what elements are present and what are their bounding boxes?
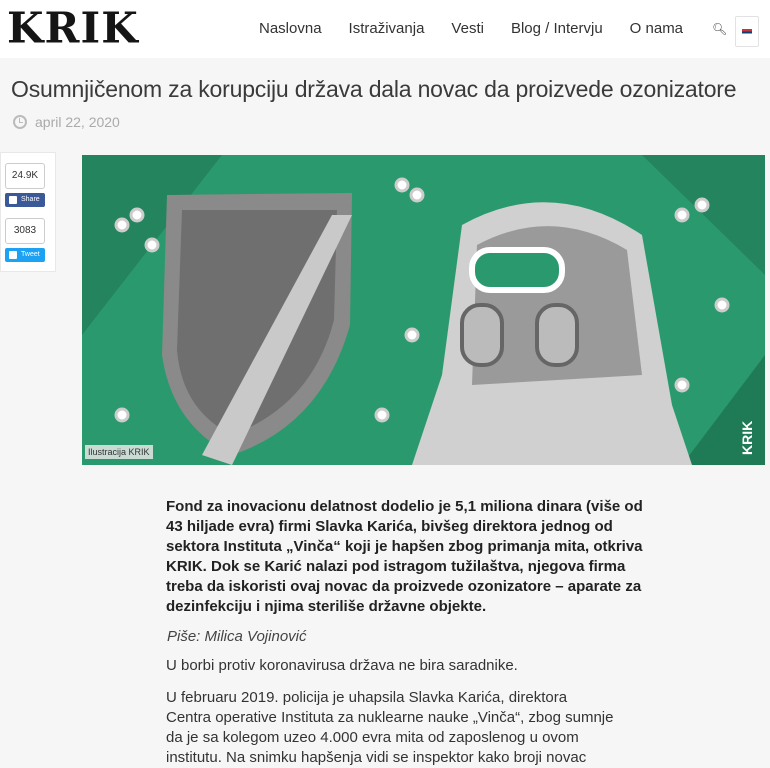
svg-text:KRIK: KRIK [739, 420, 755, 455]
paragraph-line: da je sa kolegom uzeo 4.000 evra mita od zaposlenog u ovom [166, 729, 579, 746]
lead-line: Fond za inovacionu delatnost dodelio je 5,1 miliona dinara (više od [166, 498, 643, 515]
nav-vesti[interactable]: Vesti [451, 20, 484, 37]
lead-line: sektora Instituta „Vinča“ koji je hapšen zbog primanja mita, otkriva [166, 538, 643, 555]
article-title: Osumnjičenom za korupciju država dala novac da proizvede ozonizatore [11, 76, 737, 102]
share-label: Share [21, 196, 40, 203]
paragraph-line: institutu. Na snimku hapšenja vidi se inspektor kako broji novac [166, 749, 587, 766]
image-caption: Ilustracija KRIK [85, 445, 153, 459]
site-header [0, 0, 770, 58]
nav-istrazivanja[interactable]: Istraživanja [348, 20, 425, 37]
tweet-label: Tweet [21, 251, 40, 258]
lead-line: 43 hiljade evra) firmi Slavka Karića, bivšeg direktora jednog od [166, 518, 613, 535]
language-switcher[interactable] [735, 16, 759, 47]
nav-o-nama[interactable]: O nama [629, 20, 684, 37]
twitter-icon [9, 251, 17, 259]
search-icon[interactable]: 🔍︎ [712, 22, 728, 36]
hero-illustration [82, 155, 765, 465]
lead-line: treba da iskoristi ovaj novac da proizvede ozonizatore – aparate za [166, 578, 642, 595]
paragraph-line: U februaru 2019. policija je uhapsila Slavka Karića, direktora [166, 689, 568, 706]
facebook-share-button[interactable] [5, 193, 45, 207]
article-date [13, 114, 120, 130]
tweet-button[interactable] [5, 248, 45, 262]
lead-line: KRIK. Dok se Karić nalazi pod istragom tužilaštva, njegova firma [166, 558, 626, 575]
article-byline: Piše: Milica Vojinović [167, 628, 307, 645]
nav-naslovna[interactable]: Naslovna [259, 20, 322, 37]
lead-line: dezinfekciju i njima steriliše državne objekte. [166, 598, 487, 615]
date-text: april 22, 2020 [35, 114, 120, 130]
article-lead [166, 497, 643, 617]
krik-logo[interactable]: KRIK [7, 3, 139, 54]
paragraph-line: Centra operative Instituta za nuklearne nauke „Vinča“, zbog sumnje [166, 709, 614, 726]
nav-blog-intervju[interactable]: Blog / Intervju [510, 20, 603, 37]
facebook-icon [9, 196, 17, 204]
hazmat-illustration [82, 155, 765, 465]
serbian-flag-icon [742, 29, 752, 36]
main-nav [259, 20, 710, 37]
clock-icon [13, 115, 27, 129]
share-bar [0, 152, 56, 272]
facebook-count: 24.9K [5, 163, 45, 189]
article-paragraph [166, 688, 613, 768]
twitter-count: 3083 [5, 218, 45, 244]
article-paragraph: U borbi protiv koronavirusa država ne bira saradnike. [166, 657, 518, 674]
